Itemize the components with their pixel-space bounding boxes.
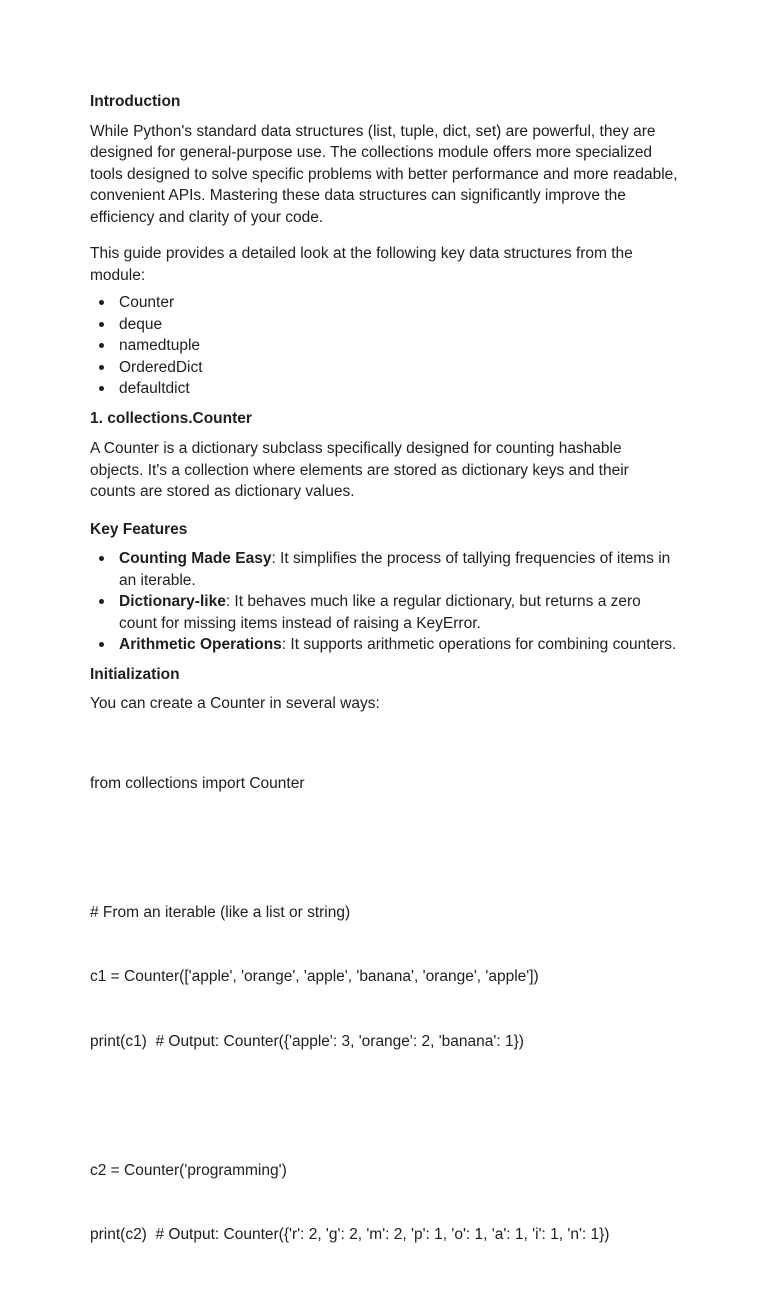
key-features-heading: Key Features [90, 520, 188, 538]
intro-paragraph: While Python's standard data structures (list, tuple, dict, set) are powerful, they are designed for general-purpose use. The collections module offers more specialized tools designed to solve specific problems with better performance and more readable, convenient APIs. Mastering these data structures can significantly improve the efficiency and clarity of your code. [90, 122, 678, 226]
feature-text: : It simplifies the process of tallying frequencies of items in an iterable. [119, 550, 671, 589]
code-line: print(c1) # Output: Counter({'apple': 3, 'orange': 2, 'banana': 1}) [90, 1032, 524, 1050]
feature-term: Arithmetic Operations [119, 636, 282, 653]
list-item: deque [90, 314, 678, 336]
intro-heading: Introduction [90, 93, 181, 110]
counter-heading: 1. collections.Counter [90, 409, 252, 427]
list-item: namedtuple [90, 335, 678, 357]
code-block [90, 730, 678, 1289]
code-line [90, 1095, 678, 1117]
code-line [90, 837, 678, 859]
feature-term: Dictionary-like [119, 593, 226, 610]
feature-term: Counting Made Easy [119, 550, 272, 567]
code-line: # From an iterable (like a list or string) [90, 903, 351, 921]
feature-text: : It behaves much like a regular dictionary, but returns a zero count for missing items instead of raising a KeyError. [119, 593, 641, 632]
list-item: defaultdict [90, 378, 678, 400]
guide-paragraph: This guide provides a detailed look at the following key data structures from the module: [90, 245, 633, 284]
code-line: from collections import Counter [90, 774, 305, 792]
initialization-paragraph: You can create a Counter in several ways: [90, 695, 380, 712]
code-line: c2 = Counter('programming') [90, 1161, 287, 1179]
feature-text: : It supports arithmetic operations for combining counters. [281, 636, 677, 653]
list-item: Counter [90, 292, 678, 314]
feature-item [90, 634, 678, 656]
code-line: c1 = Counter(['apple', 'orange', 'apple', 'banana', 'orange', 'apple']) [90, 968, 539, 985]
counter-paragraph: A Counter is a dictionary subclass specifically designed for counting hashable objects. It's a collection where elements are stored as dictionary keys and their counts are stored as dictionary values. [90, 440, 629, 500]
feature-item [90, 548, 678, 591]
features-list [90, 548, 678, 656]
feature-item [90, 591, 678, 634]
code-line: print(c2) # Output: Counter({'r': 2, 'g': 2, 'm': 2, 'p': 1, 'o': 1, 'a': 1, 'i': 1, 'n': 1}) [90, 1226, 610, 1243]
initialization-heading: Initialization [90, 665, 180, 683]
list-item: OrderedDict [90, 357, 678, 379]
structures-list [90, 292, 678, 400]
